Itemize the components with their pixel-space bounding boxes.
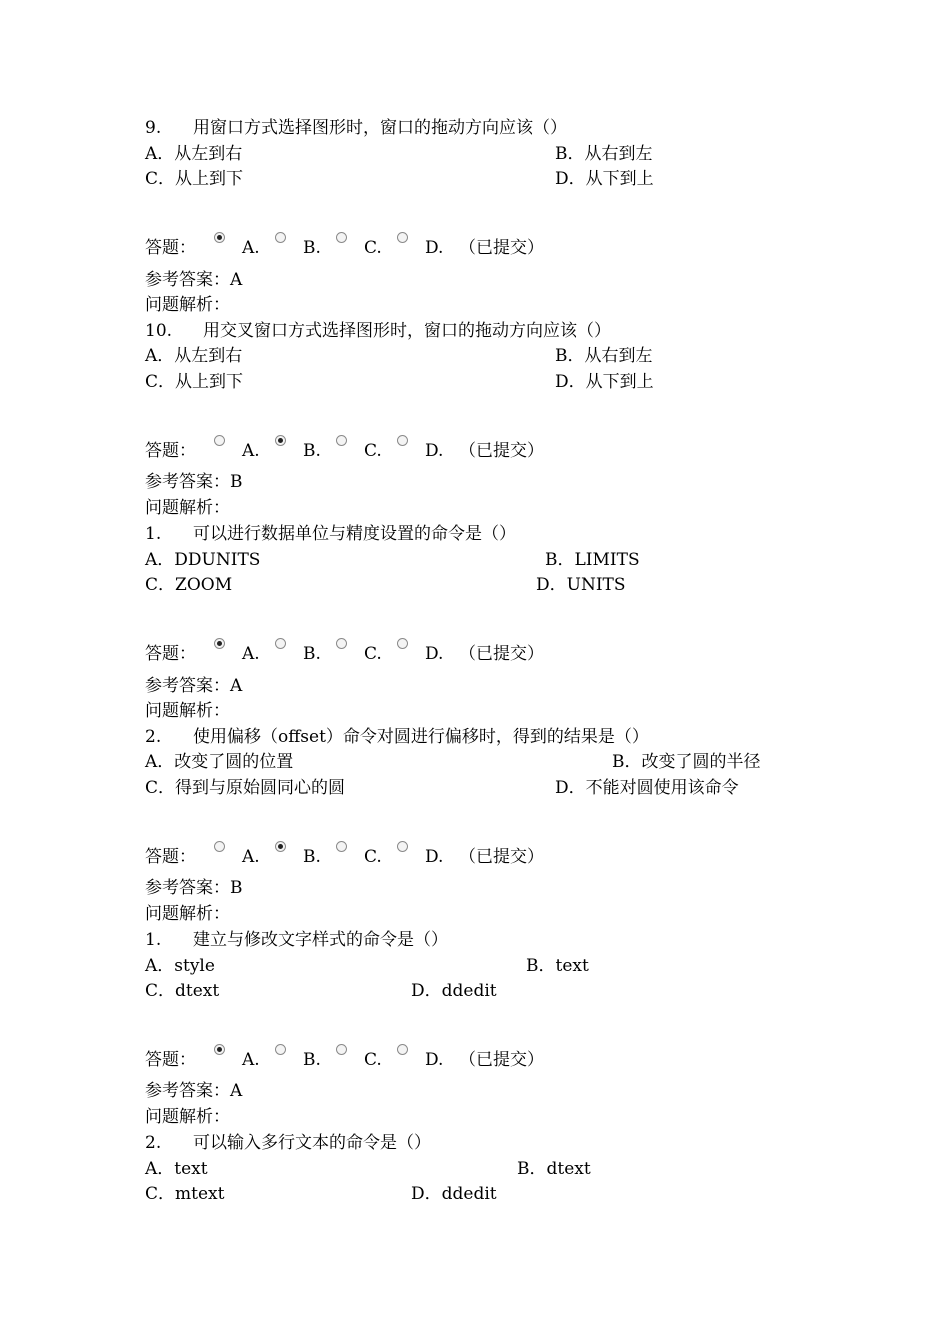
option-d: D．从下到上 <box>555 169 654 189</box>
radio-label-d: D. <box>425 441 444 461</box>
question-text: 可以输入多行文本的命令是（） <box>193 1133 431 1153</box>
reference-prefix: 参考答案： <box>145 1081 230 1101</box>
radio-option-d[interactable] <box>397 638 408 649</box>
option-d: D．UNITS <box>536 575 626 595</box>
analysis-label: 问题解析： <box>145 295 230 315</box>
option-b: B．text <box>526 956 589 976</box>
question-number: 10. <box>145 321 173 341</box>
question-title <box>145 321 611 341</box>
radio-option-b[interactable] <box>275 435 286 446</box>
question-number: 9. <box>145 118 162 138</box>
question-title <box>145 727 649 747</box>
radio-option-c[interactable] <box>336 638 347 649</box>
radio-label-b: B. <box>303 847 321 867</box>
radio-label-b: B. <box>303 238 321 258</box>
option-d: D．ddedit <box>411 981 497 1001</box>
radio-label-c: C. <box>364 238 382 258</box>
option-a: A．text <box>145 1159 208 1179</box>
question-title <box>145 930 448 950</box>
radio-label-a: A. <box>242 644 260 664</box>
reference-value: A <box>230 270 243 290</box>
radio-label-d: D. <box>425 1050 444 1070</box>
answer-prefix: 答题： <box>145 1050 196 1070</box>
answer-prefix: 答题： <box>145 441 196 461</box>
option-a: A．从左到右 <box>145 346 243 366</box>
reference-value: B <box>230 472 243 492</box>
reference-answer <box>145 1081 242 1101</box>
option-b: B．dtext <box>517 1159 591 1179</box>
reference-prefix: 参考答案： <box>145 676 230 696</box>
reference-value: B <box>230 878 243 898</box>
radio-label-b: B. <box>303 441 321 461</box>
option-c: C．从上到下 <box>145 372 244 392</box>
radio-option-c[interactable] <box>336 1044 347 1055</box>
option-b: B．LIMITS <box>545 550 640 570</box>
question-title <box>145 1133 431 1153</box>
radio-option-b[interactable] <box>275 1044 286 1055</box>
radio-label-d: D. <box>425 847 444 867</box>
radio-option-c[interactable] <box>336 232 347 243</box>
analysis-label: 问题解析： <box>145 904 230 924</box>
answer-prefix: 答题： <box>145 847 196 867</box>
reference-answer <box>145 472 243 492</box>
question-number: 1. <box>145 524 162 544</box>
radio-option-c[interactable] <box>336 841 347 852</box>
radio-option-a[interactable] <box>214 232 225 243</box>
question-number: 2. <box>145 1133 162 1153</box>
option-b: B．改变了圆的半径 <box>612 752 761 772</box>
option-c: C．dtext <box>145 981 220 1001</box>
radio-option-a[interactable] <box>214 638 225 649</box>
option-d: D．从下到上 <box>555 372 654 392</box>
analysis-label: 问题解析： <box>145 498 230 518</box>
radio-option-d[interactable] <box>397 1044 408 1055</box>
option-c: C．得到与原始圆同心的圆 <box>145 778 346 798</box>
radio-label-d: D. <box>425 238 444 258</box>
option-a: A．style <box>145 956 215 976</box>
answer-prefix: 答题： <box>145 644 196 664</box>
reference-answer <box>145 878 243 898</box>
option-c: C．ZOOM <box>145 575 233 595</box>
question-title <box>145 524 516 544</box>
radio-option-b[interactable] <box>275 841 286 852</box>
radio-label-a: A. <box>242 1050 260 1070</box>
analysis-label: 问题解析： <box>145 1107 230 1127</box>
option-a: A．DDUNITS <box>145 550 261 570</box>
question-title <box>145 118 567 138</box>
reference-prefix: 参考答案： <box>145 472 230 492</box>
radio-label-c: C. <box>364 1050 382 1070</box>
radio-option-b[interactable] <box>275 638 286 649</box>
option-a: A．改变了圆的位置 <box>145 752 294 772</box>
question-text: 用窗口方式选择图形时，窗口的拖动方向应该（） <box>193 118 567 138</box>
reference-prefix: 参考答案： <box>145 270 230 290</box>
option-b: B．从右到左 <box>555 144 653 164</box>
radio-option-d[interactable] <box>397 435 408 446</box>
radio-label-a: A. <box>242 847 260 867</box>
question-number: 2. <box>145 727 162 747</box>
radio-label-d: D. <box>425 644 444 664</box>
analysis-label: 问题解析： <box>145 701 230 721</box>
question-text: 建立与修改文字样式的命令是（） <box>193 930 448 950</box>
option-c: C．mtext <box>145 1184 225 1204</box>
question-text: 可以进行数据单位与精度设置的命令是（） <box>193 524 516 544</box>
radio-option-d[interactable] <box>397 232 408 243</box>
reference-value: A <box>230 1081 243 1101</box>
question-number: 1. <box>145 930 162 950</box>
radio-option-a[interactable] <box>214 841 225 852</box>
submitted-status: （已提交） <box>459 238 544 258</box>
radio-option-a[interactable] <box>214 435 225 446</box>
radio-label-c: C. <box>364 441 382 461</box>
reference-answer <box>145 676 242 696</box>
submitted-status: （已提交） <box>459 441 544 461</box>
radio-label-c: C. <box>364 644 382 664</box>
radio-option-c[interactable] <box>336 435 347 446</box>
reference-answer <box>145 270 242 290</box>
radio-option-b[interactable] <box>275 232 286 243</box>
option-c: C．从上到下 <box>145 169 244 189</box>
reference-value: A <box>230 676 243 696</box>
question-text: 使用偏移（offset）命令对圆进行偏移时，得到的结果是（） <box>193 727 649 747</box>
radio-label-a: A. <box>242 441 260 461</box>
option-b: B．从右到左 <box>555 346 653 366</box>
radio-option-d[interactable] <box>397 841 408 852</box>
radio-label-a: A. <box>242 238 260 258</box>
option-d: D．ddedit <box>411 1184 497 1204</box>
radio-option-a[interactable] <box>214 1044 225 1055</box>
radio-label-b: B. <box>303 644 321 664</box>
radio-label-b: B. <box>303 1050 321 1070</box>
submitted-status: （已提交） <box>459 847 544 867</box>
option-d: D．不能对圆使用该命令 <box>555 778 739 798</box>
radio-label-c: C. <box>364 847 382 867</box>
question-text: 用交叉窗口方式选择图形时，窗口的拖动方向应该（） <box>203 321 611 341</box>
answer-prefix: 答题： <box>145 238 196 258</box>
reference-prefix: 参考答案： <box>145 878 230 898</box>
submitted-status: （已提交） <box>459 644 544 664</box>
submitted-status: （已提交） <box>459 1050 544 1070</box>
option-a: A．从左到右 <box>145 144 243 164</box>
